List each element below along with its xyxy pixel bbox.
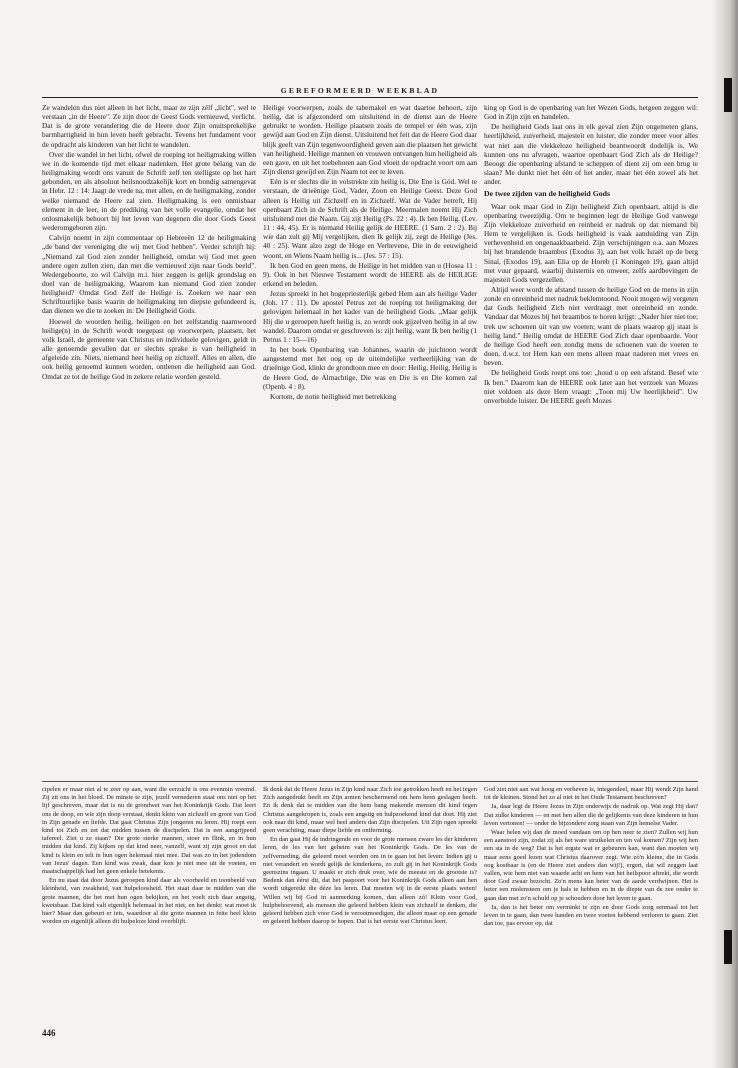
running-header: GEREFORMEERD WEEKBLAD xyxy=(280,86,440,95)
paragraph: Waar ook maar God in Zijn heiligheid Zich openbaart, altijd is die openbaring tweezijdig. Om te beginnen legt de Heilige God vanwege Zijn vlekkeloze zuiverheid en reinheid er nadruk op dat niemand bij Hem te vergelijken is. Gods heiligheid is vaak aanduiding van Zijn verhevenheid en ongenaakbaarheid. Zijn verschijningen o.a. aan Mozes bij het brandende braambos (Exodus 3), aan het volk Israël op de berg Sinaï, (Exodus 19), aan Elia op de Horeb (1 Koningen 19), gaan altijd met vuur gepaard, waarbij duisternis en onweer, zelfs aardbevingen de majesteit Gods vergezellen. xyxy=(484,201,698,284)
paragraph: Heilige voorwerpen, zoals de tabernakel en wat daartoe behoort, zijn heilig, dat is afgezonderd om uitsluitend in de dienst aan de Heere gebruikt te worden. Heilige plaatsen zoals de tempel er één was, zijn gewijd aan God en Zijn dienst. Uitsluitend het feit dat de Heere God daar blijk geeft van Zijn tegenwoordigheid geven aan die plaatsen het gewicht van heiligheid. Heilige mannen en vrouwen ontvangen hun heiligheid als een gave, en uit het toebehoren aan God vloeit de opdracht voort om aan Zijn dienst gewijd en Zijn Naam tot eer te leven. xyxy=(263,103,477,177)
scan-edge-mark xyxy=(724,78,732,112)
header-rule xyxy=(42,97,698,98)
article-column-1 xyxy=(42,103,256,775)
paragraph: king op God is de openbaring van het Wezen Gods, hetgeen zeggen wil: God in Zijn zijn en handelen. xyxy=(484,103,698,122)
paragraph: Eén is er slechts die in volstrekte zin heilig is, Die Ene is Gód. Wel te verstaan, de drieënige God, Vader, Zoon en Heilige Geest. Deze God alleen is Heilig uit Zichzelf en in Zichzelf. Wat de Vader betreft, Hij openbaart Zich in de Schrift als de Heilige. Meermalen noemt Hij Zich uitsluitend met die Naam. Gij zijt Heilig (Ps. 22 : 4). Ik ben Heilig. (Lev. 11 : 44, 45). Er is niemand Heilig gelijk de HEERE. (1 Sam. 2 : 2). Bij wie dan zult gij Mij vergelijken, dien Ik gelijk zij, zegt de Heilige (Jes. 40 : 25). Want alzo zegt de Hoge en Verhevene, Die in de eeuwigheid woont, en Wiens Naam heilig is... (Jes. 57 : 15). xyxy=(263,177,477,260)
paragraph: Altijd weer wordt de afstand tussen de heilige God en de mens in zijn zonde en onreinheid met nadruk beklemtoond. Nooit mogen wij vergeten dat Gods heiligheid Zich niet verdraagt met onreinheid en zonde. Vandaar dat Mozes bij het braambos te horen krijgt: „Nader hier niet toe; trek uw schoenen uit van uw voeten; want de plaats waarop gij staat is heilig land." Heilig omdat de HEERE God Zich daar openbaarde. Voor de heilige God heeft een zondig mens de schoenen van de voeten te doen, d.w.z. tot Hem kan een mens alleen maar naderen met vrees en beven. xyxy=(484,284,698,368)
paragraph: Waar helen wij dan de moed vandaan om op hen neer te zien? Zullen wij hun een aanstoot zijn, zodat zij als het ware struikelen en ten val komen? Zijn wij hen een sta in de weg? Dat is het ergste wat er gebeuren kan, want dan moeten wij maar eens goed lezen wat Christus daarover zegt. Wie zó'n kleine, die in Gods oog kostbaar is (en de Heere ziet anders dan wij!), ergert, dat wil zeggen laat vallen, wie hem niet van waarde acht en hem van het heilspoor aftrekt, die wordt door God zwaar bezocht. Zo'n mens kan beter van de aarde verdwijnen. Het is beter een molensteen om je hals te hebben en in de diepte van de zee onder te gaan dan met zo'n schuld op je schouders door het leven te gaan. xyxy=(484,829,698,902)
paragraph: Jezus spreekt in het hogepriesterlijk gebed Hem aan als heilige Vader (Joh. 17 : 11). De apostel Petrus zet de roeping tot heiligmaking der gelovigen helemaal in het kader van de heiligheid Gods. „Maar gelijk Hij die u geroepen heeft heilig is, zo wordt ook gijzelven heilig in al uw wandel. Daarom omdat er geschreven is: zijt heilig, want Ik ben heilig (1 Petrus 1 : 15—16) xyxy=(263,289,477,344)
paragraph: Ja, daar legt de Heere Jezus in Zijn onderwijs de nadruk op. Wat zegt Hij dan? Dat zulke kinderen — en met hen allen die de gelijkenis van deze kinderen in hun leven vertonen! — onder de bijzondere zorg staan van Zijn hemelse Vader. xyxy=(484,803,698,827)
section-separator xyxy=(42,781,698,782)
scan-edge-mark xyxy=(724,930,732,964)
paragraph: En nu staat dat door Jezus geroepen kind daar als voorbeeld en toonbeeld van kleinheid, van zwakheid, van hulpeloosheid. Het staat daar te midden van die grote mannen, die het met hun ogen bekijken, en het voelt zich daar angstig, kwetsbaar. Dat kind valt eigenlijk helemaal in het niet, en het denkt: wat moet ik hier? Maar dan gebeurt er iets, waardoor al die grote mannen in feite heel klein worden en eigenlijk alleen dit hulpeloze kind overblijft. xyxy=(42,877,256,926)
lower-column-2 xyxy=(263,786,477,1048)
paragraph: En dan gaat Hij de indringende en voor de grote mensen zware les der kinderen leren, de les van het geheim van het Koninkrijk Gods. De les van de zelfverneding, die geleerd moet worden om in te gaan tot het leven: Indien gij u niet verandert en wordt gelijk de kinderkens, zo zult gij in het Koninkrijk Gods geenszins ingaan. U maakt er zich druk over, wie de meeste en de grootste is? Bedenk dan éérst dit, dat het paspoort voor het Koninkrijk Gods alleen aan hen wordt uitgereikt die déze les leren. Dat moeten wij in de eerste plaats weten! Willen wij bij God in aanmerking komen, dan alleen zó! Klein voor God, hulpbehoevend, als mensen die geleerd hebben klein van zichzelf te denken, die geleerd hebben zich voor God te verootmoedigen, die alleen maar op een genade en geleerd hebben daarop te hopen. Dat is het eerste wat Christus leert. xyxy=(263,836,477,926)
paragraph: In het boek Openbaring van Johannes, waarin de juichtoon wordt aangestemd met het oog op de uiteindelijke verheerlijking van de drieënige God, klinkt de grondtoon mee en door: Heilig, Heilig, Heilig is de Heere God, de Almachtige, Die was en Die is en Die komen zal (Openb. 4 : 8). xyxy=(263,345,477,391)
paragraph: Calvijn noemt in zijn commentaar op Hebreeën 12 de heiligmaking „de band der vereniging die wij met God hebben". Verder schrijft hij: „Niemand zal God zien zonder heiligheid, omdat wij God met geen andere ogen zullen zien, dan met die vernieuwd zijn naar Gods beeld". Wedergeboorte, zo wil Calvijn m.i. hier zeggen is gelijk grondslag en doel van de heiligmaking. Waarom kan niemand God zien zonder heiligheid? Omdat God Zelf de Heilige is. Zoeken we naar een Schriftuurlijke basis waarin de heiligmaking ten diepste gefundeerd is, dan dienen we die te zoeken in: De Heiligheid Gods. xyxy=(42,233,256,316)
lower-column-1 xyxy=(42,786,256,1048)
paragraph: Ze wandelen dus niet alleen in het licht, maar ze zijn zélf „licht", wel te verstaan „in de Heere". Ze zijn door de Geest Gods vernieuwd, verlicht. Dat is de grote verandering die de Heere door Zijn onuitsprekelijke barmhartigheid in hun leven heeft gebracht. Tevens het fundament voor de opdracht als kinderen van het licht te wandelen. xyxy=(42,103,256,149)
scan-edge xyxy=(712,0,738,1068)
section-heading: De twee zijden van de heiligheid Gods xyxy=(484,189,611,199)
paragraph: cipelen er maar niet al te zeer op aan, want die eerzucht is ons evenmin vreemd. Zij zit ons in het bloed. De minste te zijn, jezelf vernederen staat ons niet op het lijf geschreven, maar dat is nu de grondwet van het Koninkrijk Gods. Dat leert ons de doop, en wie zijn doop verstaat, denkt klein van zichzelf en groot van God in Zijn genade en liefde. Dat gaat Christus Zijn jongeren nu leren. Hij roept een kind tot Zich en zet dat midden tussen de discipelen. Dat is een aangrijpend tafereel. Ziet u ze staan? Die grote sterke mannen, stoer en flink, en in hun midden dat kind. Zij kijken op dat kind neer, vanzelf, want zij zijn groot en dat kind is klein en telt in hun ogen helemaal niet mee. Dat was zo in het jodendom van Jezus' dagen. Een kind was zwak, daar kon je niet mee uit de voeten, en maatschappelijk had het geen enkele betekenis. xyxy=(42,786,256,876)
paragraph: Hoewel de woorden heilig, heiligen en het zelfstandig naamwoord heilige(n) in de Schrift wordt toegepast op voorwerpen, plaatsen, het volk Israël, de gemeente van Christus en individuele gelovigen, geldt in alle genoemde gevallen dat er slechts sprake is van heiligheid in afgeleide zin. Niets, niemand heet heilig op zichzelf. Alles en allen, die ook heilig genoemd kunnen worden, ontlenen die heiligheid aan God. Omdat ze tot de heilige God in zekere relatie worden gesteld. xyxy=(42,316,256,381)
article-column-2 xyxy=(263,103,477,775)
paragraph: Kortom, de notie heiligheid met betrekking xyxy=(270,391,397,401)
paragraph: Ja, dan is het beter om verminkt te zijn en door Gods zorg eenmaal tot het leven in te gaan, dan twee handen en twee voeten hebbend verloren te gaan. Ziet dan toe, pas ervoor op, dat xyxy=(484,903,698,928)
page-number: 446 xyxy=(42,1028,56,1038)
paragraph: Ik ben God en geen mens, de Heilige in het midden van u (Hosea 11 : 9). Ook in het Nieuwe Testament wordt de HEERE als de HEILIGE erkend en beleden. xyxy=(263,260,477,288)
paragraph: Ik denk dat de Heere Jezus in Zijn kind naar Zich toe getrokken heeft en het tegen Zich aangedrukt heeft en Zijn armen beschermend om hem heen geslagen heeft. En ik denk dat te midden van die hem bang makende mensen dit kind tegen Christus aangekropen is, zoals een angstig en hulpzoekend kind dat doet. Hij ziet ook naar dit kind, maar wel heel anders dan Zijn discipelen. Uit Zijn ogen spreekt geen verachting, maar diepe liefde en ontferming. xyxy=(263,786,477,835)
paragraph: De heiligheid Gods laat ons in elk geval zien Zijn ongemeten glans, heerlijkheid, zuiverheid, majesteit en luister, die zonder meer voor alles wat niet aan die vlekkeloze heiligheid beantwoordt dodelijk is. We kunnen ons nu afvragen, waartoe openbaart God Zich als de Heilige? Beoogt die openbaring afstand te scheppen of dient zij om een brug te slaan? Me dunkt niet het één of het ander, maar het één zowel als het ander. xyxy=(484,122,698,187)
paragraph: Over die wandel in het licht, ofwel de roeping tot heiligmaking willen we in de komende tijd met elkaar nadenken. Het grote belang van de heiligmaking wordt ons vanuit de Schrift zelf ten stelligste op het hart gebonden, en als absoluut heilsnoodzakelijk kort en bondig samengevat in Hebr. 12 : 14: Jaagt de vrede na, met allen, en de heiligmaking, zonder welke niemand de Heere zal zien. Heiligmaking is een onmisbaar element in de leer, in de prediking van het volle evangelie, omdat het onlosmakelijk behoort bij het leven van degenen die door Gods Geest wederomgeboren zijn. xyxy=(42,149,256,233)
paragraph: God ziet niet aan wat hoog en verheven is, integendeel, maar Hij wendt Zijn hand tot de kleinen. Stond het zo al niet in het Oude Testament beschreven? xyxy=(484,786,698,802)
paragraph: De heiligheid Gods roept ons toe: „houd u op een afstand. Besef wie Ik ben." Daarom kan de HEERE ook later aan het verzoek van Mozes niet voldoen als deze Hem vraagt: „Toon mij Uw heerlijkheid". Uw onverhulde luister. De HEERE geeft Mozes xyxy=(484,368,698,405)
lower-column-3 xyxy=(484,786,698,1048)
article-column-3 xyxy=(484,103,698,775)
